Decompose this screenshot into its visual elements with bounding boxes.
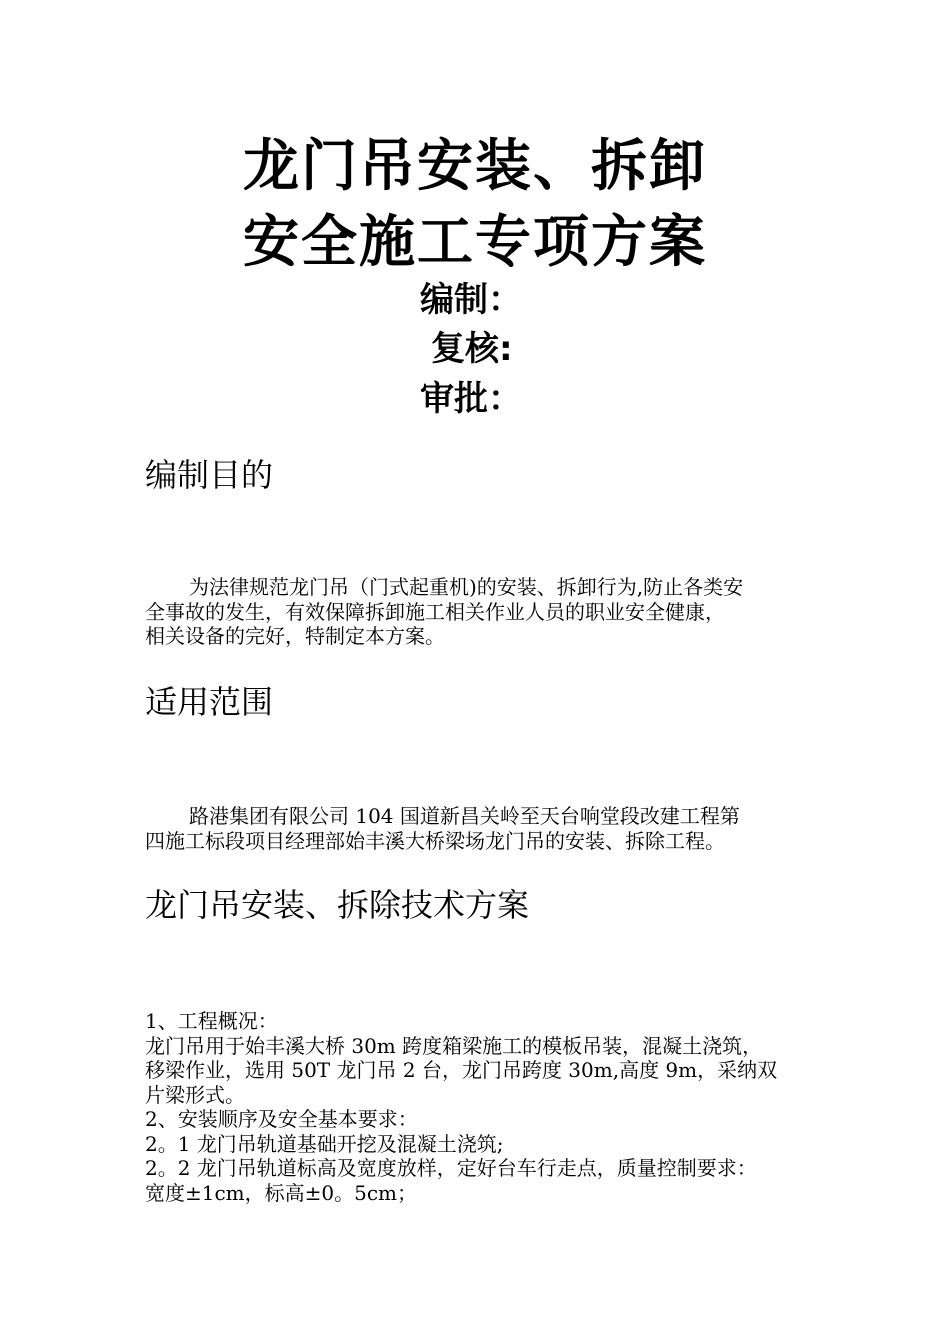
paragraph-line: 2。1 龙门吊轨道基础开挖及混凝土浇筑; (145, 1131, 504, 1156)
paragraph-line: 路港集团有限公司 104 国道新昌关岭至天台响堂段改建工程第 (189, 804, 740, 828)
approver-label: 审批： (420, 379, 522, 419)
paragraph-line: 1、工程概况： (145, 1009, 278, 1033)
paragraph-line: 四施工标段项目经理部始丰溪大桥梁场龙门吊的安装、拆除工程。 (145, 828, 725, 853)
paragraph-line: 为法律规范龙门吊（门式起重机)的安装、拆卸行为,防止各类安 (189, 575, 744, 599)
paragraph-line: 宽度±1cm，标高±0。5cm； (145, 1180, 418, 1205)
reviewer-label: 复核: (431, 329, 513, 369)
paragraph-line: 移梁作业，选用 50T 龙门吊 2 台，龙门吊跨度 30m,高度 9m，采纳双 (145, 1058, 778, 1082)
section-heading-technical-plan: 龙门吊安装、拆除技术方案 (145, 886, 530, 924)
section-heading-purpose: 编制目的 (145, 456, 274, 494)
paragraph-line: 2。2 龙门吊轨道标高及宽度放样，定好台车行走点，质量控制要求： (145, 1156, 757, 1180)
document-title-line-1: 龙门吊安装、拆卸 (243, 133, 707, 199)
section-body-purpose (145, 575, 810, 649)
paragraph-line: 全事故的发生，有效保障拆卸施工相关作业人员的职业安全健康， (145, 599, 725, 624)
section-heading-scope: 适用范围 (145, 683, 274, 721)
paragraph-line: 片梁形式。 (145, 1082, 245, 1107)
section-body-technical-plan (145, 1009, 810, 1205)
section-body-scope (145, 804, 810, 853)
document-title-line-2: 安全施工专项方案 (243, 209, 707, 275)
compiler-label: 编制： (420, 280, 522, 320)
paragraph-line: 相关设备的完好，特制定本方案。 (145, 624, 445, 648)
paragraph-line: 2、安装顺序及安全基本要求： (145, 1107, 418, 1131)
paragraph-line: 龙门吊用于始丰溪大桥 30m 跨度箱梁施工的模板吊装，混凝土浇筑， (145, 1033, 763, 1058)
